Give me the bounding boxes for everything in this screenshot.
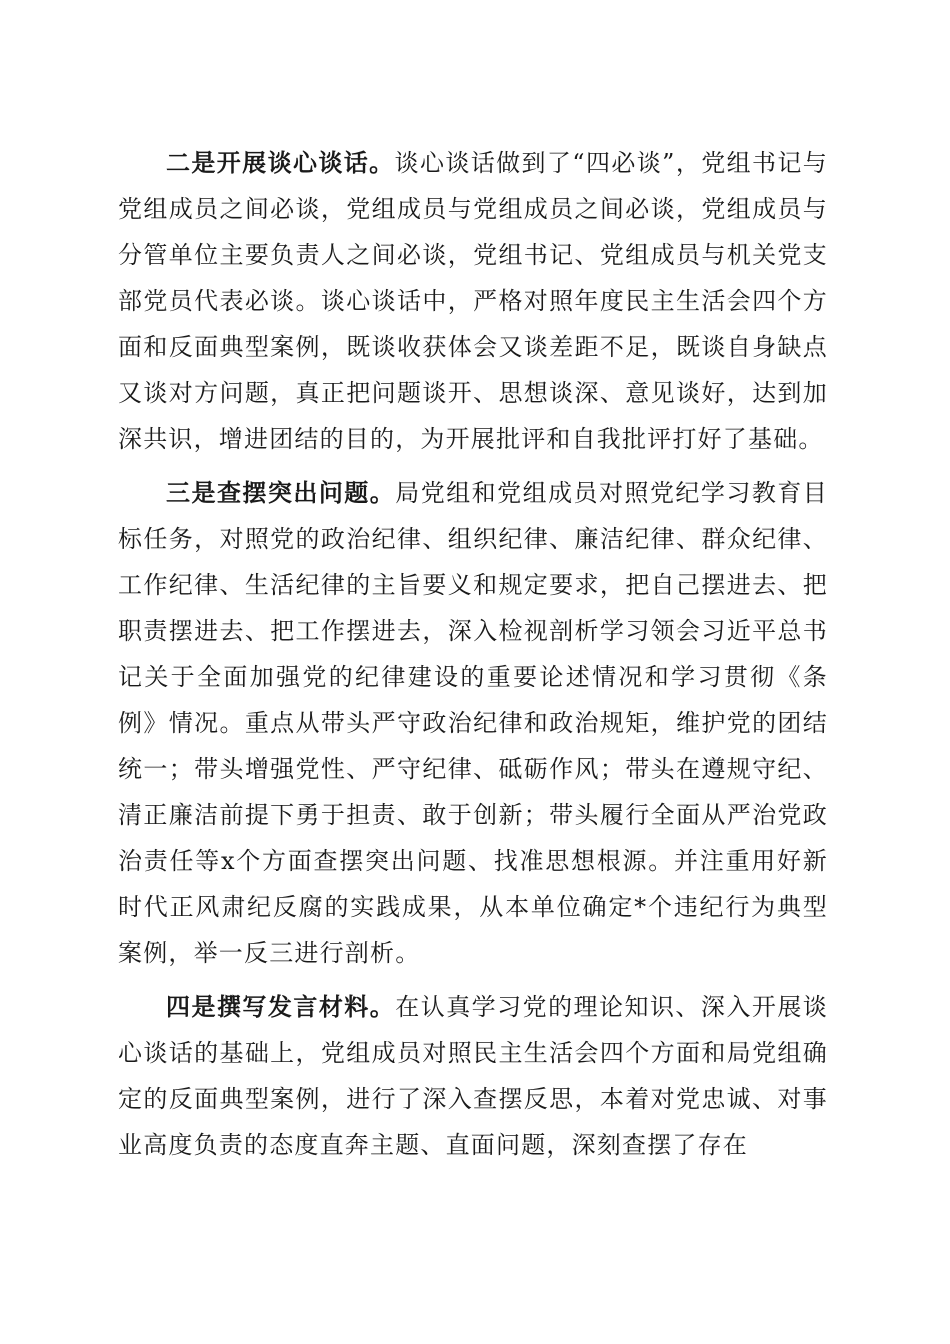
paragraph-heading: 三是查摆突出问题。 [166, 478, 396, 507]
paragraph-text: 在认真学习党的理论知识、深入开展谈心谈话的基础上，党组成员对照民主生活会四个方面和局党组确定的反面典型案例，进行了深入查摆反思，本着对党忠诚、对事业高度负责的态度直奔主题、直面问题，深刻查摆了存在 [118, 993, 828, 1159]
document-body [118, 140, 828, 1176]
paragraph-identify-problems [118, 470, 828, 976]
paragraph-text: 局党组和党组成员对照党纪学习教育目标任务，对照党的政治纪律、组织纪律、廉洁纪律、群众纪律、工作纪律、生活纪律的主旨要义和规定要求，把自己摆进去、把职责摆进去、把工作摆进去，深入检视剖析学习领会习近平总书记关于全面加强党的纪律建设的重要论述情况和学习贯彻《条例》情况。重点从带头严守政治纪律和政治规矩，维护党的团结统一；带头增强党性、严守纪律、砥砺作风；带头在遵规守纪、清正廉洁前提下勇于担责、敢于创新；带头履行全面从严治党政治责任等x个方面查摆突出问题、找准思想根源。并注重用好新时代正风肃纪反腐的实践成果，从本单位确定*个违纪行为典型案例，举一反三进行剖析。 [118, 479, 828, 967]
paragraph-talk-exchange [118, 140, 828, 462]
paragraph-heading: 四是撰写发言材料。 [166, 992, 396, 1021]
paragraph-text: 谈心谈话做到了“四必谈”，党组书记与党组成员之间必谈，党组成员与党组成员之间必谈，党组成员与分管单位主要负责人之间必谈，党组书记、党组成员与机关党支部党员代表必谈。谈心谈话中，严格对照年度民主生活会四个方面和反面典型案例，既谈收获体会又谈差距不足，既谈自身缺点又谈对方问题，真正把问题谈开、思想谈深、意见谈好，达到加深共识，增进团结的目的，为开展批评和自我批评打好了基础。 [118, 149, 828, 453]
paragraph-heading: 二是开展谈心谈话。 [166, 148, 395, 177]
paragraph-write-speech [118, 984, 828, 1168]
